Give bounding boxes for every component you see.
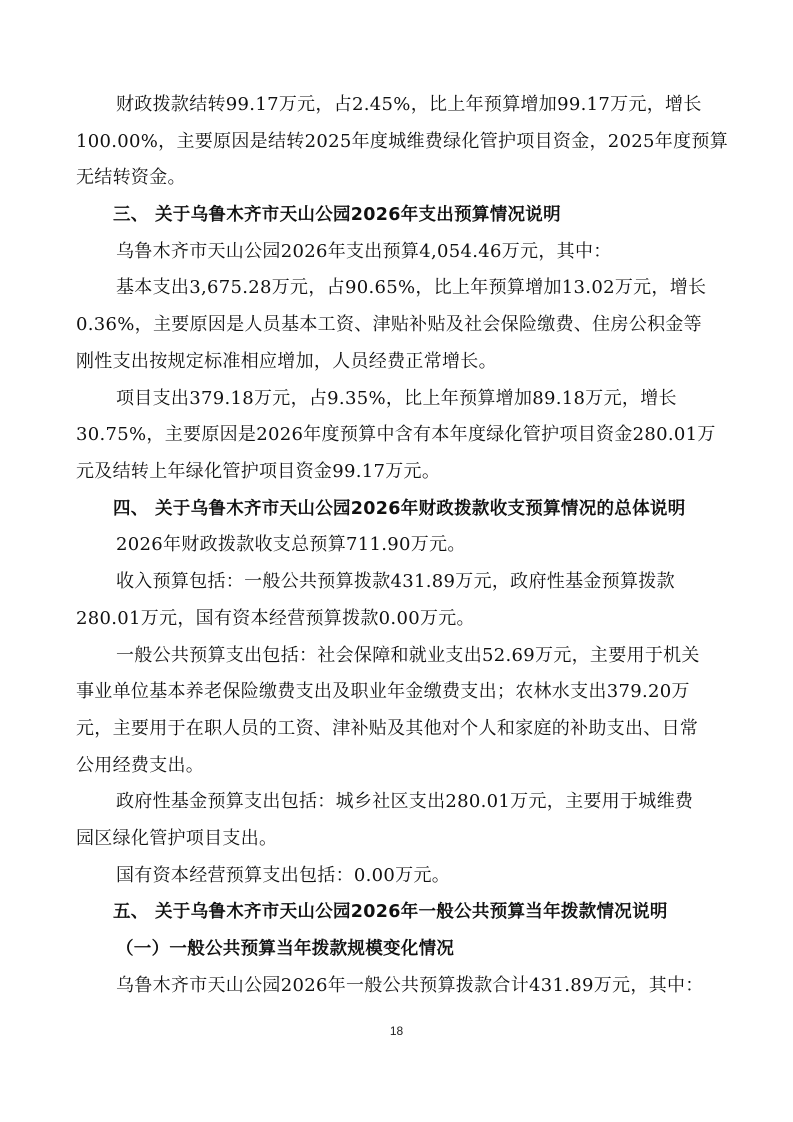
paragraph-line: 100.00%，主要原因是结转2025年度城维费绿化管护项目资金，2025年度预算: [76, 131, 728, 152]
section-heading-4: 四、 关于乌鲁木齐市天山公园2026年财政拨款收支预算情况的总体说明: [113, 499, 686, 519]
section-heading-3: 三、 关于乌鲁木齐市天山公园2026年支出预算情况说明: [113, 205, 561, 225]
paragraph-line: 无结转资金。: [76, 167, 186, 188]
paragraph-line: 园区绿化管护项目支出。: [76, 828, 278, 849]
paragraph-line: 2026年财政拨款收支总预算711.90万元。: [116, 534, 466, 555]
paragraph-line: 一般公共预算支出包括：社会保障和就业支出52.69万元，主要用于机关: [116, 645, 700, 666]
subsection-heading: （一）一般公共预算当年拨款规模变化情况: [116, 939, 455, 959]
paragraph-line: 财政拨款结转99.17万元，占2.45%，比上年预算增加99.17万元，增长: [116, 94, 702, 115]
paragraph-line: 政府性基金预算支出包括：城乡社区支出280.01万元，主要用于城维费: [116, 791, 694, 812]
paragraph-line: 公用经费支出。: [76, 755, 205, 776]
paragraph-line: 国有资本经营预算支出包括：0.00万元。: [116, 865, 451, 886]
section-heading-5: 五、 关于乌鲁木齐市天山公园2026年一般公共预算当年拨款情况说明: [113, 902, 668, 922]
paragraph-line: 30.75%，主要原因是2026年度预算中含有本年度绿化管护项目资金280.01万: [76, 424, 716, 445]
paragraph-line: 项目支出379.18万元，占9.35%，比上年预算增加89.18万元，增长: [116, 388, 677, 409]
paragraph-line: 乌鲁木齐市天山公园2026年支出预算4,054.46万元，其中：: [116, 241, 612, 262]
paragraph-line: 元，主要用于在职人员的工资、津补贴及其他对个人和家庭的补助支出、日常: [76, 718, 699, 739]
page-number: 18: [389, 1024, 404, 1038]
paragraph-line: 事业单位基本养老保险缴费支出及职业年金缴费支出；农林水支出379.20万: [76, 681, 690, 702]
paragraph-line: 基本支出3,675.28万元，占90.65%，比上年预算增加13.02万元，增长: [116, 277, 707, 298]
paragraph-line: 0.36%，主要原因是人员基本工资、津贴补贴及社会保险缴费、住房公积金等: [76, 314, 702, 335]
paragraph-line: 刚性支出按规定标准相应增加，人员经费正常增长。: [76, 351, 497, 372]
paragraph-line: 乌鲁木齐市天山公园2026年一般公共预算拨款合计431.89万元，其中：: [116, 975, 704, 996]
paragraph-line: 280.01万元，国有资本经营预算拨款0.00万元。: [76, 608, 475, 629]
paragraph-line: 收入预算包括：一般公共预算拨款431.89万元，政府性基金预算拨款: [116, 571, 675, 592]
paragraph-line: 元及结转上年绿化管护项目资金99.17万元。: [76, 461, 441, 482]
